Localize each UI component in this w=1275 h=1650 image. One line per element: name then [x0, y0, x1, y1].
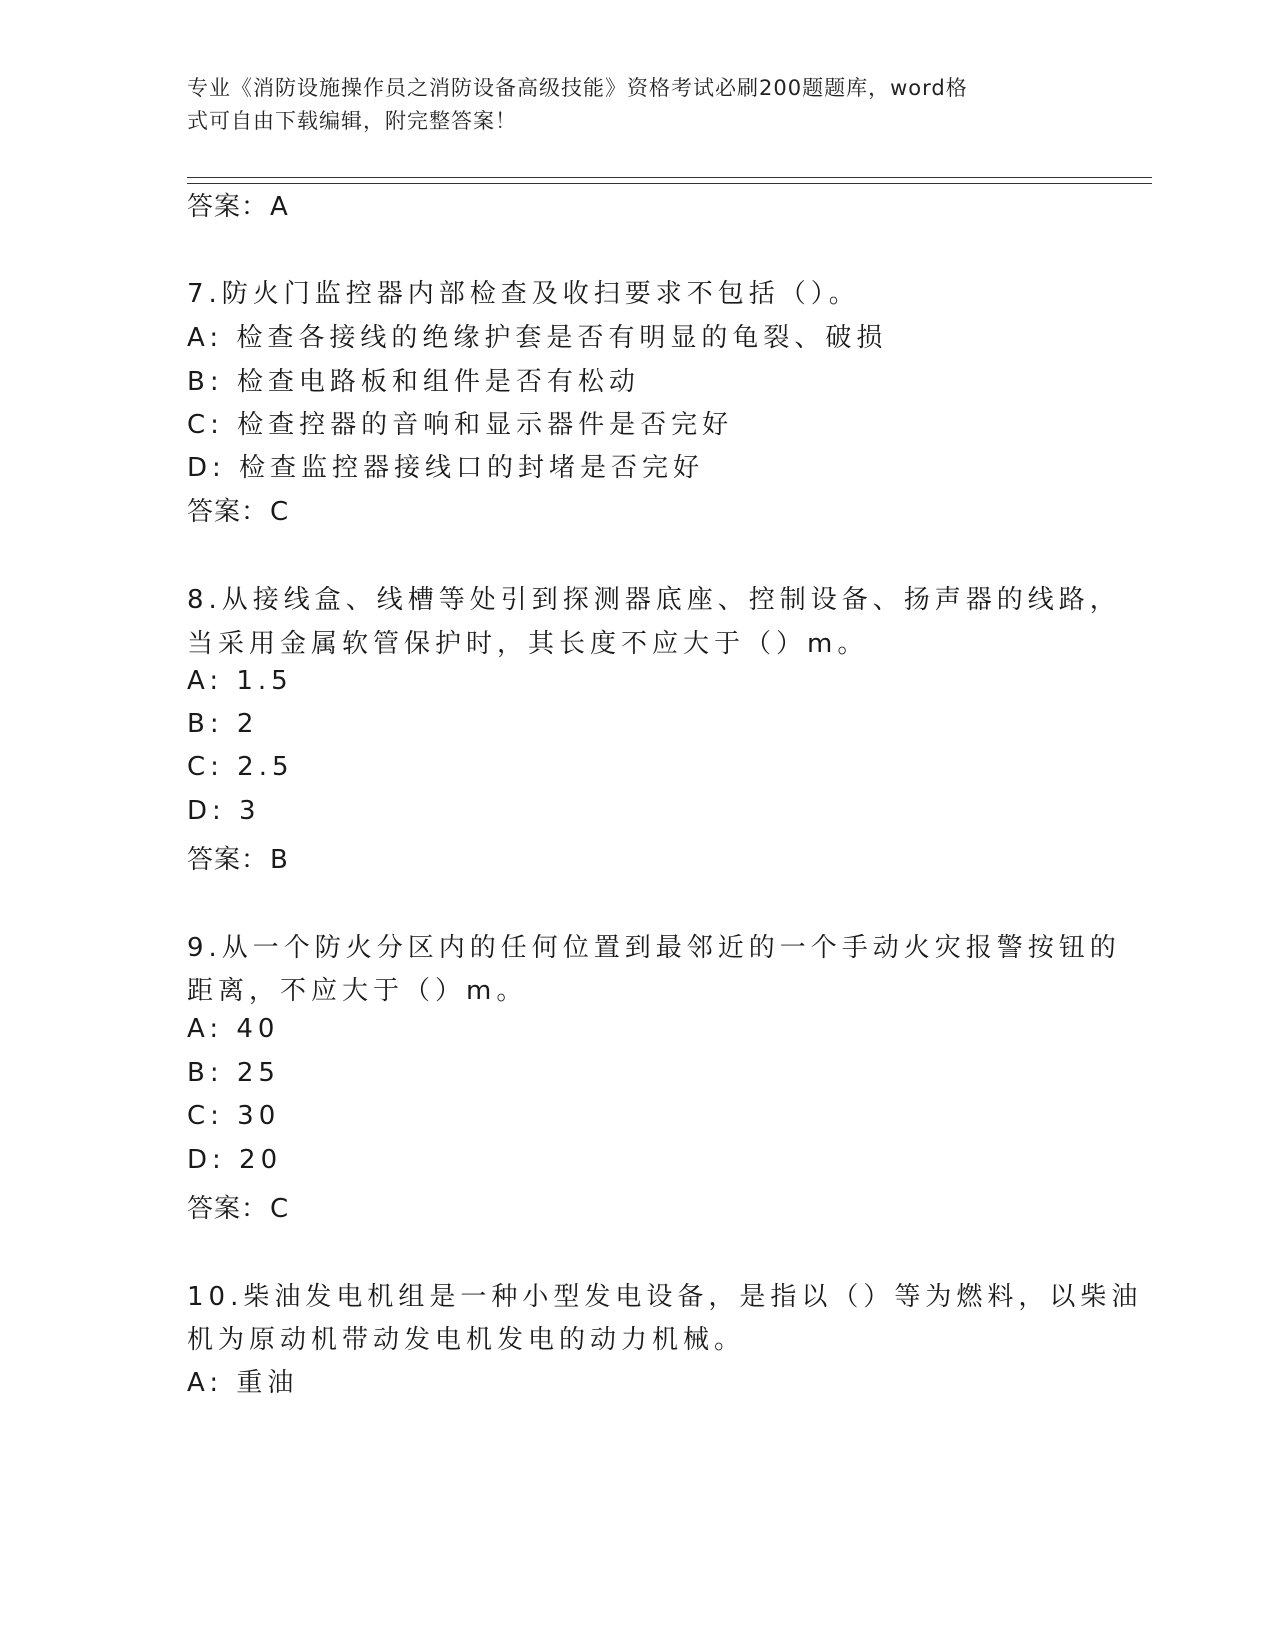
header-rule-top — [187, 177, 1152, 178]
option-a: A: 检查各接线的绝缘护套是否有明显的龟裂、破损 — [187, 323, 888, 353]
answer-label: 答案： — [187, 192, 269, 222]
option-b: B: 2 — [187, 709, 259, 739]
answer-line — [187, 186, 289, 223]
answer-value: B — [270, 845, 289, 875]
question-stem: 8.从接线盒、线槽等处引到探测器底座、控制设备、扬声器的线路， — [187, 585, 1121, 615]
option-d: D: 检查监控器接线口的封堵是否完好 — [187, 453, 705, 483]
answer-label: 答案： — [187, 497, 269, 527]
answer-line — [187, 839, 289, 876]
answer-value: C — [270, 497, 290, 527]
question-stem-continued: 机为原动机带动发电机发电的动力机械。 — [187, 1325, 746, 1355]
question-stem: 10.柴油发电机组是一种小型发电设备，是指以（）等为燃料，以柴油 — [187, 1282, 1143, 1312]
question-stem: 7.防火门监控器内部检查及收扫要求不包括（）。 — [187, 279, 860, 309]
answer-label: 答案： — [187, 845, 269, 875]
option-c: C: 30 — [187, 1101, 281, 1131]
question-stem-continued: 当采用金属软管保护时，其长度不应大于（）m。 — [187, 629, 869, 659]
header-rule-bottom — [187, 183, 1152, 184]
option-a: A: 40 — [187, 1014, 280, 1044]
option-a: A: 1.5 — [187, 666, 293, 696]
option-a: A: 重油 — [187, 1368, 299, 1398]
question-stem-continued: 距离，不应大于（）m。 — [187, 976, 528, 1006]
option-b: B: 检查电路板和组件是否有松动 — [187, 367, 640, 397]
option-c: C: 2.5 — [187, 752, 294, 782]
option-c: C: 检查控器的音响和显示器件是否完好 — [187, 410, 734, 440]
header-line-2: 式可自由下载编辑，附完整答案！ — [187, 109, 517, 133]
answer-label: 答案： — [187, 1194, 269, 1224]
option-d: D: 3 — [187, 796, 261, 826]
question-stem: 9.从一个防火分区内的任何位置到最邻近的一个手动火灾报警按钮的 — [187, 933, 1121, 963]
header-line-1: 专业《消防设施操作员之消防设备高级技能》资格考试必刷200题题库，word格 — [187, 76, 968, 100]
page-header — [187, 72, 1067, 138]
answer-line — [187, 491, 289, 528]
answer-value: C — [270, 1194, 290, 1224]
option-b: B: 25 — [187, 1058, 280, 1088]
option-d: D: 20 — [187, 1145, 283, 1175]
answer-value: A — [270, 192, 289, 222]
answer-line — [187, 1188, 289, 1225]
